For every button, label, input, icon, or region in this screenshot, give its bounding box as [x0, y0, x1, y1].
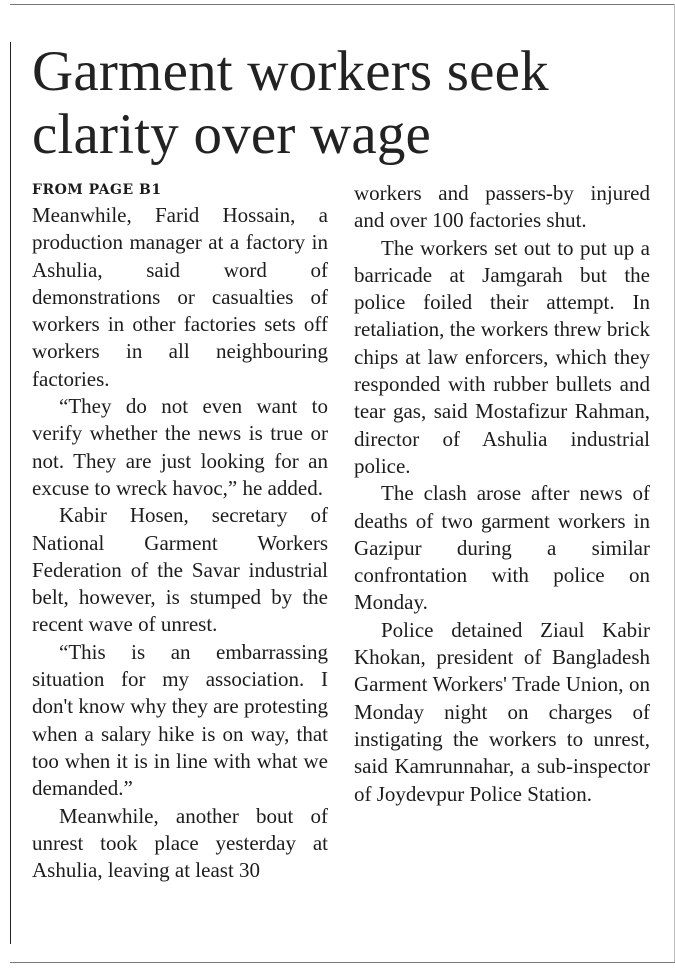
article-headline: Garment workers seek clarity over wage [32, 40, 549, 166]
article-column-left [32, 180, 328, 884]
paragraph: Meanwhile, Farid Hossain, a production manager at a factory in Ashulia, said word of demonstrations or casualties of workers in other factories sets off workers in all neighbouring factories. [32, 203, 328, 391]
paragraph: Meanwhile, another bout of unrest took place yesterday at Ashulia, leaving at least 30 [32, 803, 328, 883]
top-border-rule [10, 4, 675, 5]
article-column-right [354, 180, 650, 808]
paragraph: The clash arose after news of deaths of two garment workers in Gazipur during a similar confrontation with police on Monday. [354, 481, 650, 615]
paragraph: Kabir Hosen, secretary of National Garment Workers Federation of the Savar industrial belt, however, is stumped by the recent wave of unrest. [32, 503, 328, 637]
paragraph: The workers set out to put up a barricade at Jamgarah but the police foiled their attempt. In retaliation, the workers threw brick chips at law enforcers, which they responded with rubber bullets and tear gas, said Mostafizur Rahman, director of Ashulia industrial police. [354, 235, 650, 478]
paragraph: “They do not even want to verify whether the news is true or not. They are just looking for an excuse to wreck havoc,” he added. [32, 394, 328, 500]
paragraph: Police detained Ziaul Kabir Khokan, president of Bangladesh Garment Workers' Trade Union, on Monday night on charges of instigating the workers to unrest, said Kamrunnahar, a sub-inspector of Joydevpur Police Station. [354, 617, 650, 806]
bottom-border-rule [10, 962, 675, 963]
paragraph: workers and passers-by injured and over 100 factories shut. [354, 181, 650, 233]
paragraph: “This is an embarrassing situation for my association. I don't know why they are protesting when a salary hike is on way, that too when it is in line with what we demanded.” [32, 639, 328, 801]
left-column-rule [10, 42, 11, 944]
continued-from-kicker: FROM PAGE B1 [32, 182, 162, 198]
